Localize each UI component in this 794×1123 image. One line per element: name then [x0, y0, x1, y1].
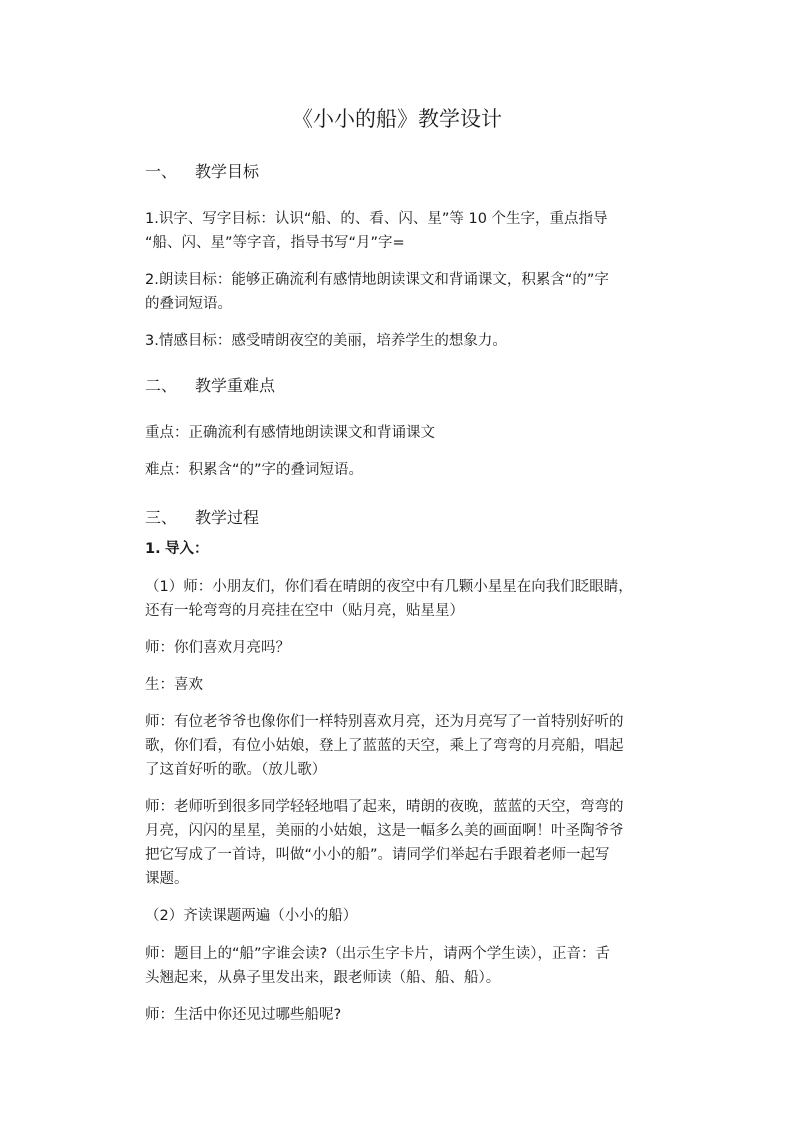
- text-line: 师：生活中你还见过哪些船呢?: [145, 1007, 342, 1023]
- text-line: 难点：积累含“的”字的叠词短语。: [145, 462, 364, 478]
- text-line: 1.识字、写字目标：认识“船、的、看、闪、星”等 10 个生字，重点指导: [145, 211, 608, 227]
- subheading-label: 导入：: [165, 541, 209, 557]
- text-line: 课题。: [145, 871, 189, 887]
- text-line: （2）齐读课题两遍（小小的船）: [145, 908, 358, 924]
- text-line: 的叠词短语。: [145, 296, 232, 312]
- process-paragraph-3: [145, 673, 675, 697]
- process-paragraph-5: [145, 795, 675, 891]
- text-line: 了这首好听的歌。（放儿歌）: [145, 762, 327, 778]
- process-paragraph-1: [145, 575, 675, 623]
- text-line: 头翘起来，从鼻子里发出来，跟老师读（船、船、船）。: [145, 970, 501, 986]
- text-line: 生：喜欢: [145, 677, 203, 693]
- subheading-intro: [145, 537, 209, 561]
- section-label: 教学过程: [195, 508, 260, 527]
- goal-paragraph-3: [145, 329, 675, 353]
- process-paragraph-4: [145, 710, 675, 782]
- section-heading-key-points: [145, 374, 275, 398]
- text-line: 师：老师听到很多同学轻轻地唱了起来，晴朗的夜晚，蓝蓝的天空，弯弯的: [145, 799, 624, 815]
- subheading-number: 1.: [145, 541, 161, 557]
- text-line: 还有一轮弯弯的月亮挂在空中（贴月亮，贴星星）: [145, 603, 464, 619]
- section-number: 一、: [145, 162, 178, 181]
- text-line: 歌，你们看，有位小姑娘，登上了蓝蓝的天空，乘上了弯弯的月亮船，唱起: [145, 738, 624, 754]
- text-line: “船、闪、星”等字音，指导书写“月”字=: [145, 235, 405, 251]
- process-paragraph-8: [145, 1003, 675, 1027]
- text-line: 师：有位老爷爷也像你们一样特别喜欢月亮，还为月亮写了一首特别好听的: [145, 714, 624, 730]
- section-number: 二、: [145, 376, 178, 395]
- text-line: 师：题目上的“船”字谁会读?（出示生字卡片，请两个学生读），正音：舌: [145, 946, 610, 962]
- text-line: 2.朗读目标：能够正确流利有感情地朗读课文和背诵课文，积累含“的”字: [145, 272, 609, 288]
- section-label: 教学重难点: [195, 376, 276, 395]
- section-label: 教学目标: [195, 162, 260, 181]
- goal-paragraph-1: [145, 207, 675, 255]
- process-paragraph-7: [145, 942, 675, 990]
- process-paragraph-2: [145, 636, 675, 660]
- document-title: 《小小的船》教学设计: [292, 107, 502, 131]
- section-heading-process: [145, 506, 259, 530]
- process-paragraph-6: [145, 904, 675, 928]
- text-line: 月亮，闪闪的星星，美丽的小姑娘，这是一幅多么美的画面啊！叶圣陶爷爷: [145, 823, 624, 839]
- text-line: 3.情感目标：感受晴朗夜空的美丽，培养学生的想象力。: [145, 333, 507, 349]
- text-line: 重点：正确流利有感情地朗读课文和背诵课文: [145, 425, 435, 441]
- section-heading-objectives: [145, 160, 259, 184]
- text-line: 把它写成了一首诗，叫做“小小的船”。请同学们举起右手跟着老师一起写: [145, 847, 610, 863]
- text-line: 师：你们喜欢月亮吗？: [145, 640, 290, 656]
- goal-paragraph-2: [145, 268, 675, 316]
- text-line: （1）师：小朋友们，你们看在晴朗的夜空中有几颗小星星在向我们眨眼睛，: [145, 579, 633, 595]
- focus-paragraph: [145, 421, 675, 445]
- difficulty-paragraph: [145, 458, 675, 482]
- section-number: 三、: [145, 508, 178, 527]
